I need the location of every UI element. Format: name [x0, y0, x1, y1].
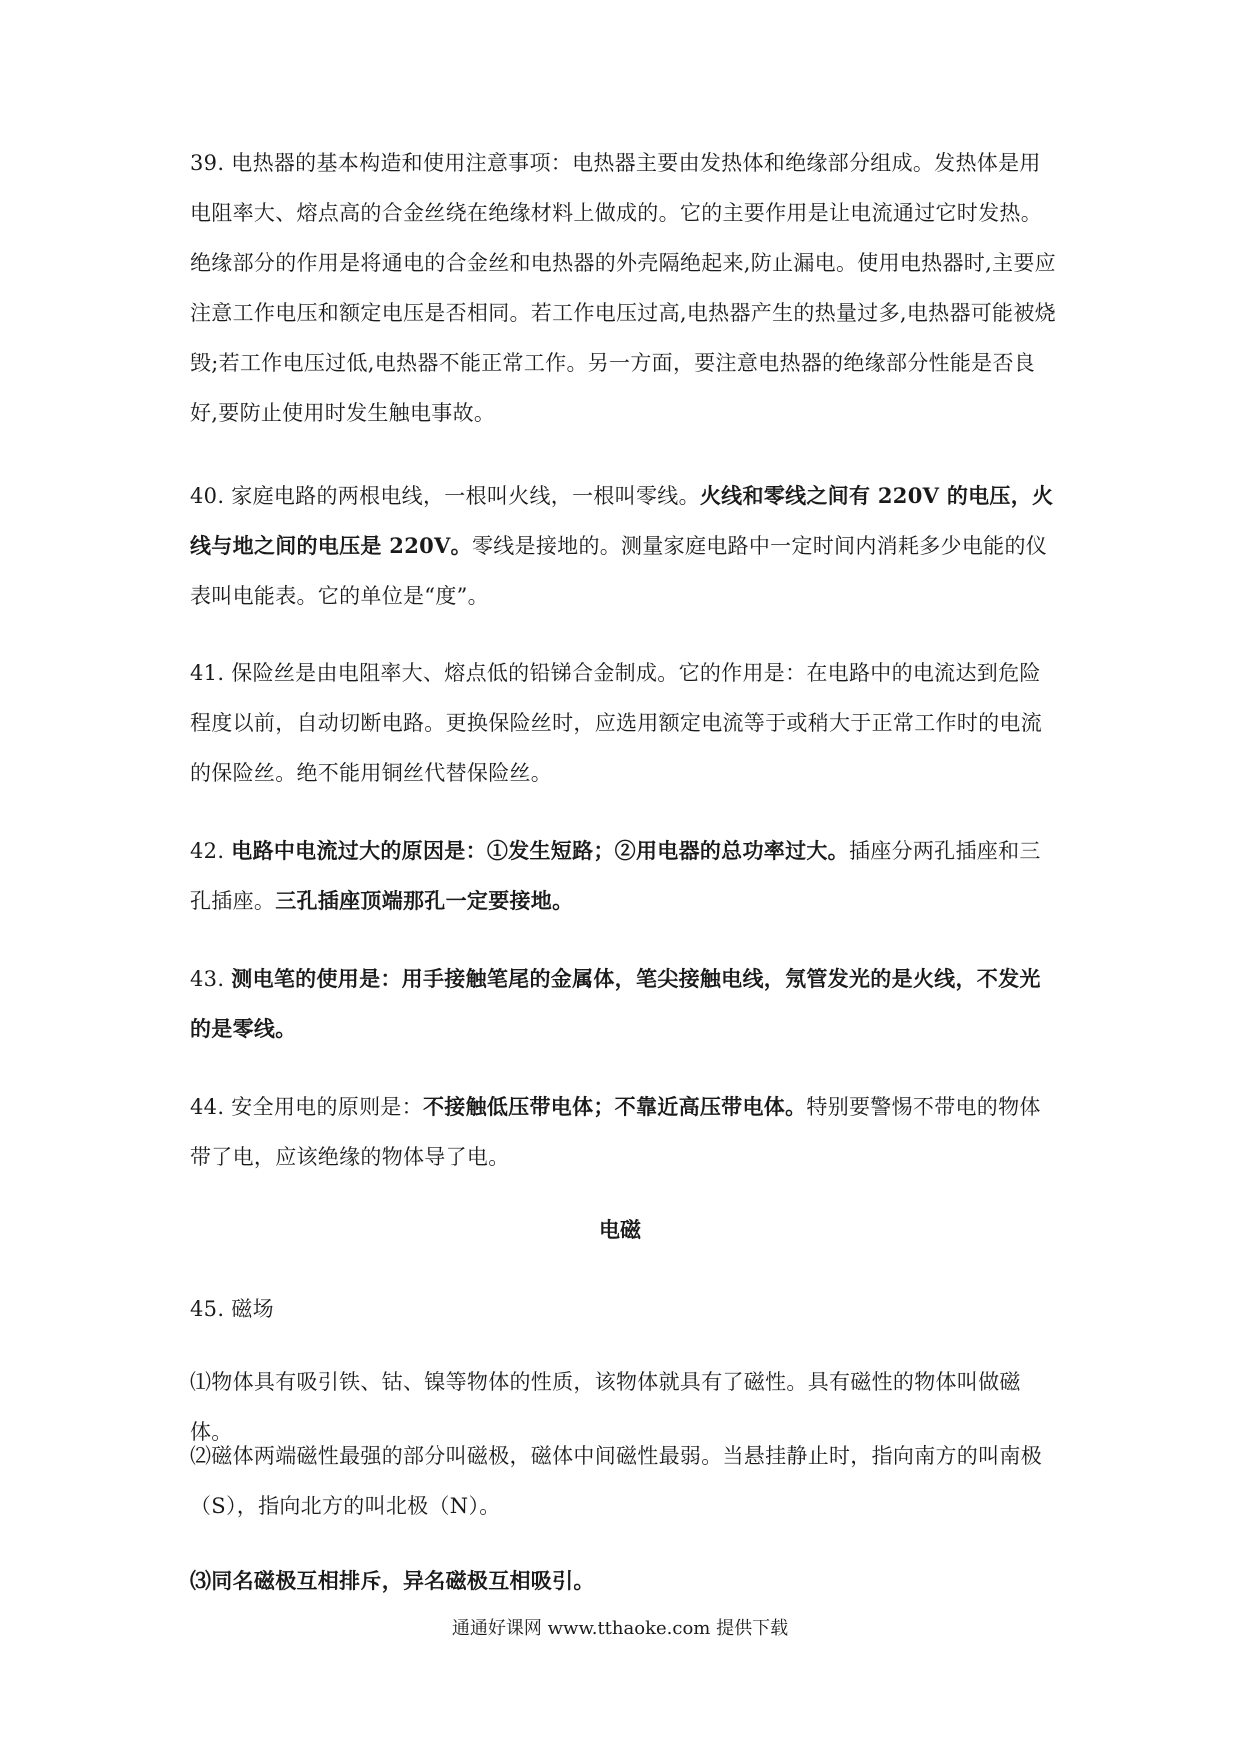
paragraph-42-bold1: 电路中电流过大的原因是：①发生短路；②用电器的总功率过大。 — [231, 838, 849, 863]
paragraph-40-part2: 零线是接地的。测量家庭电路中一定时间内消耗多少电能的仪表叫电能表。它的单位是“度”。 — [190, 534, 1048, 608]
paragraph-42 — [190, 826, 1060, 926]
page-footer: 通通好课网 www.tthaoke.com 提供下载 — [451, 1618, 789, 1639]
paragraph-45-item-2 — [190, 1431, 1060, 1531]
paragraph-44-part1: 44. 安全用电的原则是： — [190, 1095, 423, 1119]
paragraph-41 — [190, 648, 1060, 798]
paragraph-44 — [190, 1082, 1060, 1182]
paragraph-45-item-2-text: ⑵磁体两端磁性最强的部分叫磁极，磁体中间磁性最弱。当悬挂静止时，指向南方的叫南极（S），指向北方的叫北极（N）。 — [190, 1444, 1042, 1518]
paragraph-43-bold: 测电笔的使用是：用手接触笔尾的金属体，笔尖接触电线，氖管发光的是火线，不发光的是零线。 — [190, 966, 1041, 1041]
paragraph-45-item-3 — [190, 1556, 1060, 1606]
paragraph-44-part2: 特别要警惕不带电的物体带了电，应该绝缘的物体导了电。 — [190, 1095, 1041, 1169]
paragraph-45-title-text: 45. 磁场 — [190, 1297, 274, 1321]
section-heading: 电磁 — [599, 1217, 641, 1242]
paragraph-45-item-3-text: ⑶同名磁极互相排斥，异名磁极互相吸引。 — [190, 1568, 595, 1593]
paragraph-40-bold: 火线和零线之间有 220V 的电压，火线与地之间的电压是 220V。 — [190, 483, 1054, 558]
paragraph-45-item-1-text: ⑴物体具有吸引铁、钴、镍等物体的性质，该物体就具有了磁性。具有磁性的物体叫做磁体。 — [190, 1370, 1021, 1444]
paragraph-43-prefix: 43. — [190, 967, 232, 991]
paragraph-44-bold: 不接触低压带电体；不靠近高压带电体。 — [422, 1094, 807, 1119]
paragraph-45-title — [190, 1284, 1060, 1334]
paragraph-42-prefix: 42. — [190, 839, 232, 863]
paragraph-39-text: 39. 电热器的基本构造和使用注意事项：电热器主要由发热体和绝缘部分组成。发热体是用电阻率大、熔点高的合金丝绕在绝缘材料上做成的。它的主要作用是让电流通过它时发热。绝缘部分的作用是将通电的合金丝和电热器的外壳隔绝起来,防止漏电。使用电热器时,主要应注意工作电压和额定电压是否相同。若工作电压过高,电热器产生的热量过多,电热器可能被烧毁;若工作电压过低,电热器不能正常工作。另一方面，要注意电热器的绝缘部分性能是否良好,要防止使用时发生触电事故。 — [190, 151, 1056, 425]
paragraph-42-bold2: 三孔插座顶端那孔一定要接地。 — [275, 888, 574, 913]
paragraph-41-text: 41. 保险丝是由电阻率大、熔点低的铅锑合金制成。它的作用是：在电路中的电流达到危险程度以前，自动切断电路。更换保险丝时，应选用额定电流等于或稍大于正常工作时的电流的保险丝。绝不能用铜丝代替保险丝。 — [190, 661, 1042, 785]
paragraph-43 — [190, 954, 1060, 1054]
paragraph-39 — [190, 138, 1060, 438]
paragraph-42-part1: 插座分两孔插座和三孔插座。 — [190, 839, 1041, 913]
paragraph-40-part1: 40. 家庭电路的两根电线，一根叫火线，一根叫零线。 — [190, 484, 700, 508]
paragraph-40 — [190, 471, 1060, 621]
